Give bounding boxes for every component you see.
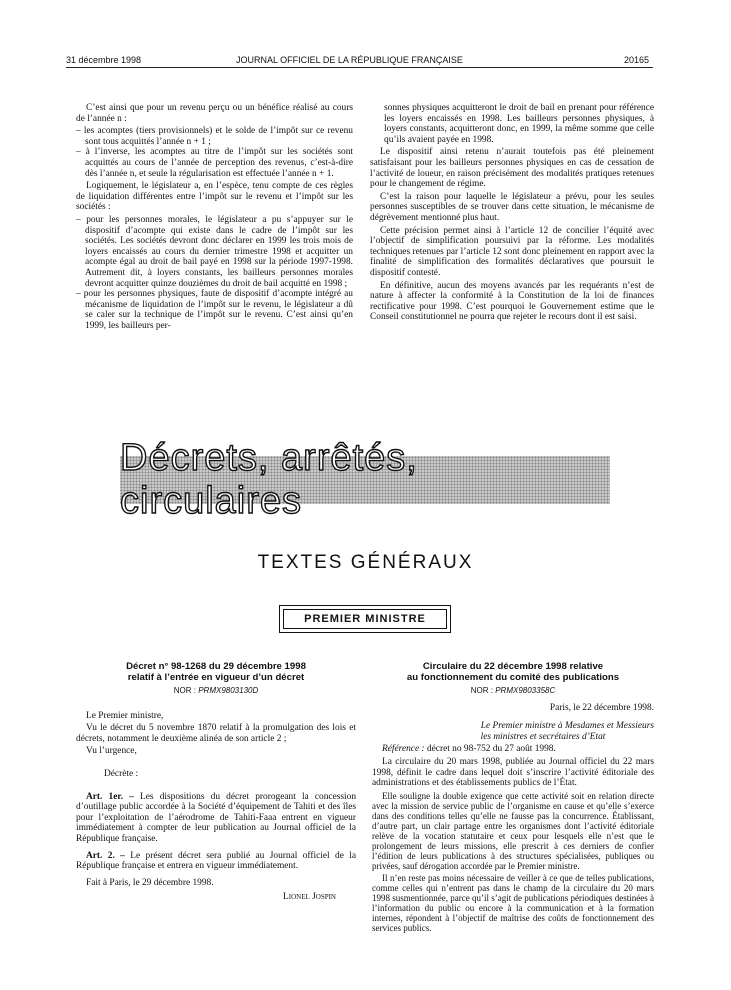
circular-column [372,661,654,935]
paragraph: La circulaire du 20 mars 1998, publiée au Journal officiel du 22 mars 1998, définit le cadre dans lequel doit s’inscrire l’activité éditoriale des administrations et des établissements publics de l’État. [372,756,654,789]
header-date: 31 décembre 1998 [66,55,142,65]
nor-code: PRMX9803358C [495,686,556,695]
nor-label: NOR : [173,686,199,695]
circular-nor [372,686,654,697]
top-right-column [370,103,654,325]
paragraph: sonnes physiques acquitteront le droit de bail en prenant pour référence les loyers encaissés en 1998. Les bailleurs personnes physiques, à loyers constants, acquitteront donc, en 1999, la même somme que celle qu’ils avaient payée en 1998. [384,103,654,145]
paragraph: Logiquement, le législateur a, en l’espèce, tenu compte de ces règles de liquidation différentes entre l’impôt sur le revenu et l’impôt sur les sociétés : [76,181,353,213]
bullet-list [76,215,353,332]
nor-code: PRMX9803130D [198,686,259,695]
paragraph: Cette précision permet ainsi à l’article 12 de concilier l’équité avec l’objectif de simplification poursuivi par la réforme. Les modalités techniques retenues par l’article 12 sont donc pleinement en rapport avec la finalité de simplification des formalités déclaratives que poursuit le dispositif contesté. [370,225,654,278]
decree-title-line2: relatif à l’entrée en vigueur d’un décret [127,672,305,683]
done-at: Fait à Paris, le 29 décembre 1998. [86,877,214,888]
ministry-box [279,605,451,633]
addressee-line2: les ministres et secrétaires d’Etat [480,731,606,742]
article-2 [76,851,356,872]
journal-title: JOURNAL OFFICIEL DE LA RÉPUBLIQUE FRANÇAISE [236,55,463,65]
bullet-list [76,126,353,179]
decree-nor [76,686,356,697]
paragraph: Elle souligne la double exigence que cette activité soit en relation directe avec la mission de service public de l’organisme en cause et qu’elle s’exerce dans des conditions telles qu’elle ne fausse pas la concurrence. Établissant, d’autre part, un clair partage entre les organismes dont l’activité éditoriale relève de la vocation statutaire et ceux pour lesquels elle n’est que le prolongement de leurs missions, elle prescrit à ces derniers de confier l’édition de leurs publications à des structures spécialisées, publiques ou privées, sauf dérogation accordée par le Premier ministre. [372,790,654,871]
top-left-column [76,103,353,333]
reference-text: décret no 98-752 du 27 août 1998. [424,744,556,755]
banner-title: Décrets, arrêtés, circulaires [120,437,418,522]
page-number: 20165 [624,55,650,65]
article-2-label: Art. 2. – [86,850,125,861]
article-1-label: Art. 1er. – [86,791,134,802]
paragraph: Il n’en reste pas moins nécessaire de veiller à ce que de telles publications, comme celles qui n’entrent pas dans le champ de la circulaire du 20 mars 1998 susmentionnée, parce qu’il s’agit de publications périodiques destinées à l’information du public ou encore à la communication et à la formation internes, répondent à l’objectif de maîtrise des coûts de fonctionnement des services publics. [372,872,654,933]
reference-label: Référence : [382,744,425,755]
reference [372,744,654,755]
circular-date: Paris, le 22 décembre 1998. [549,702,654,713]
list-item: – pour les personnes physiques, faute de dispositif d’acompte intégré au mécanisme de liquidation de l’impôt sur le revenu, le législateur a dû se caler sur la technique de l’impôt sur le revenu. C’est ainsi qu’en 1999, les bailleurs per- [76,289,353,331]
paragraph: C’est la raison pour laquelle le législateur a prévu, pour les seules personnes susceptibles de se trouver dans cette situation, le mécanisme de dégrèvement mentionné plus haut. [370,191,654,223]
decrete-heading: Décrète : [104,768,139,779]
paragraph: En définitive, aucun des moyens avancés par les requérants n’est de nature à affecter la conformité à la Constitution de la loi de finances rectificative pour 1998. C’est pourquoi le Gouvernement estime que le Conseil constitutionnel ne pourra que rejeter le recours dont il est saisi. [370,280,654,323]
addressee-line1: Le Premier ministre à Mesdames et Messieurs [480,721,654,732]
section-title: TEXTES GÉNÉRAUX [257,552,474,573]
list-item: – à l’inverse, les acomptes au titre de l’impôt sur les sociétés sont acquittés au cours de l’année de perception des revenus, c’est-à-dire dès l’année n, et seule la régularisation est effectuée l’année n + 1. [76,147,353,179]
article-2-text: Le présent décret sera publié au Journal officiel de la République française et entrera en vigueur immédiatement. [76,850,356,872]
paragraph: C’est ainsi que pour un revenu perçu ou un bénéfice réalisé au cours de l’année n : [76,103,353,124]
section-banner [120,437,610,522]
article-1-text: Les dispositions du décret prorogeant la concession d’outillage public accordée à la Société d’équipement de Tahiti et des îles pour l’exploitation de l’aérodrome de Tahiti-Faaa entrent en vigueur immédiatement à compter de leur publication au Journal officiel de la République française. [76,791,357,844]
list-item: – les acomptes (tiers provisionnels) et le solde de l’impôt sur ce revenu sont tous acquittés l’année n + 1 ; [76,126,353,147]
circular-title-line1: Circulaire du 22 décembre 1998 relative [422,661,604,672]
header-rule [66,67,653,68]
paragraph: Vu l’urgence, [86,746,137,757]
signature: Lionel Jospin [283,892,336,903]
paragraph: Vu le décret du 5 novembre 1870 relatif à la promulgation des lois et décrets, notamment le deuxième alinéa de son article 2 ; [76,723,356,744]
nor-label: NOR : [470,686,496,695]
paragraph: Le dispositif ainsi retenu n’aurait toutefois pas été pleinement satisfaisant pour les bailleurs personnes physiques en cas de cessation de l’activité de loueur, en raison précisément des modalités pratiques retenues pour le changement de régime. [370,147,654,190]
article-1 [76,792,356,845]
list-item: – pour les personnes morales, le législateur a pu s’appuyer sur le dispositif d’acompte qui existe dans le cadre de l’impôt sur les sociétés. Les sociétés devront donc déclarer en 1999 les trois mois de loyers encaissés au cours du dernier trimestre 1998 et acquitter un acompte égal au droit de bail payé en 1998 sur la période 1997-1998. Autrement dit, à loyers constants, les bailleurs personnes morales devront acquitter quinze douzièmes du droit de bail acquitté en 1998 ; [76,214,353,289]
decree-column [76,661,356,903]
paragraph: Le Premier ministre, [86,710,164,721]
ministry-label: PREMIER MINISTRE [283,609,447,629]
circular-title-line2: au fonctionnement du comité des publications [406,672,620,683]
decree-title-line1: Décret n° 98-1268 du 29 décembre 1998 [126,661,306,672]
